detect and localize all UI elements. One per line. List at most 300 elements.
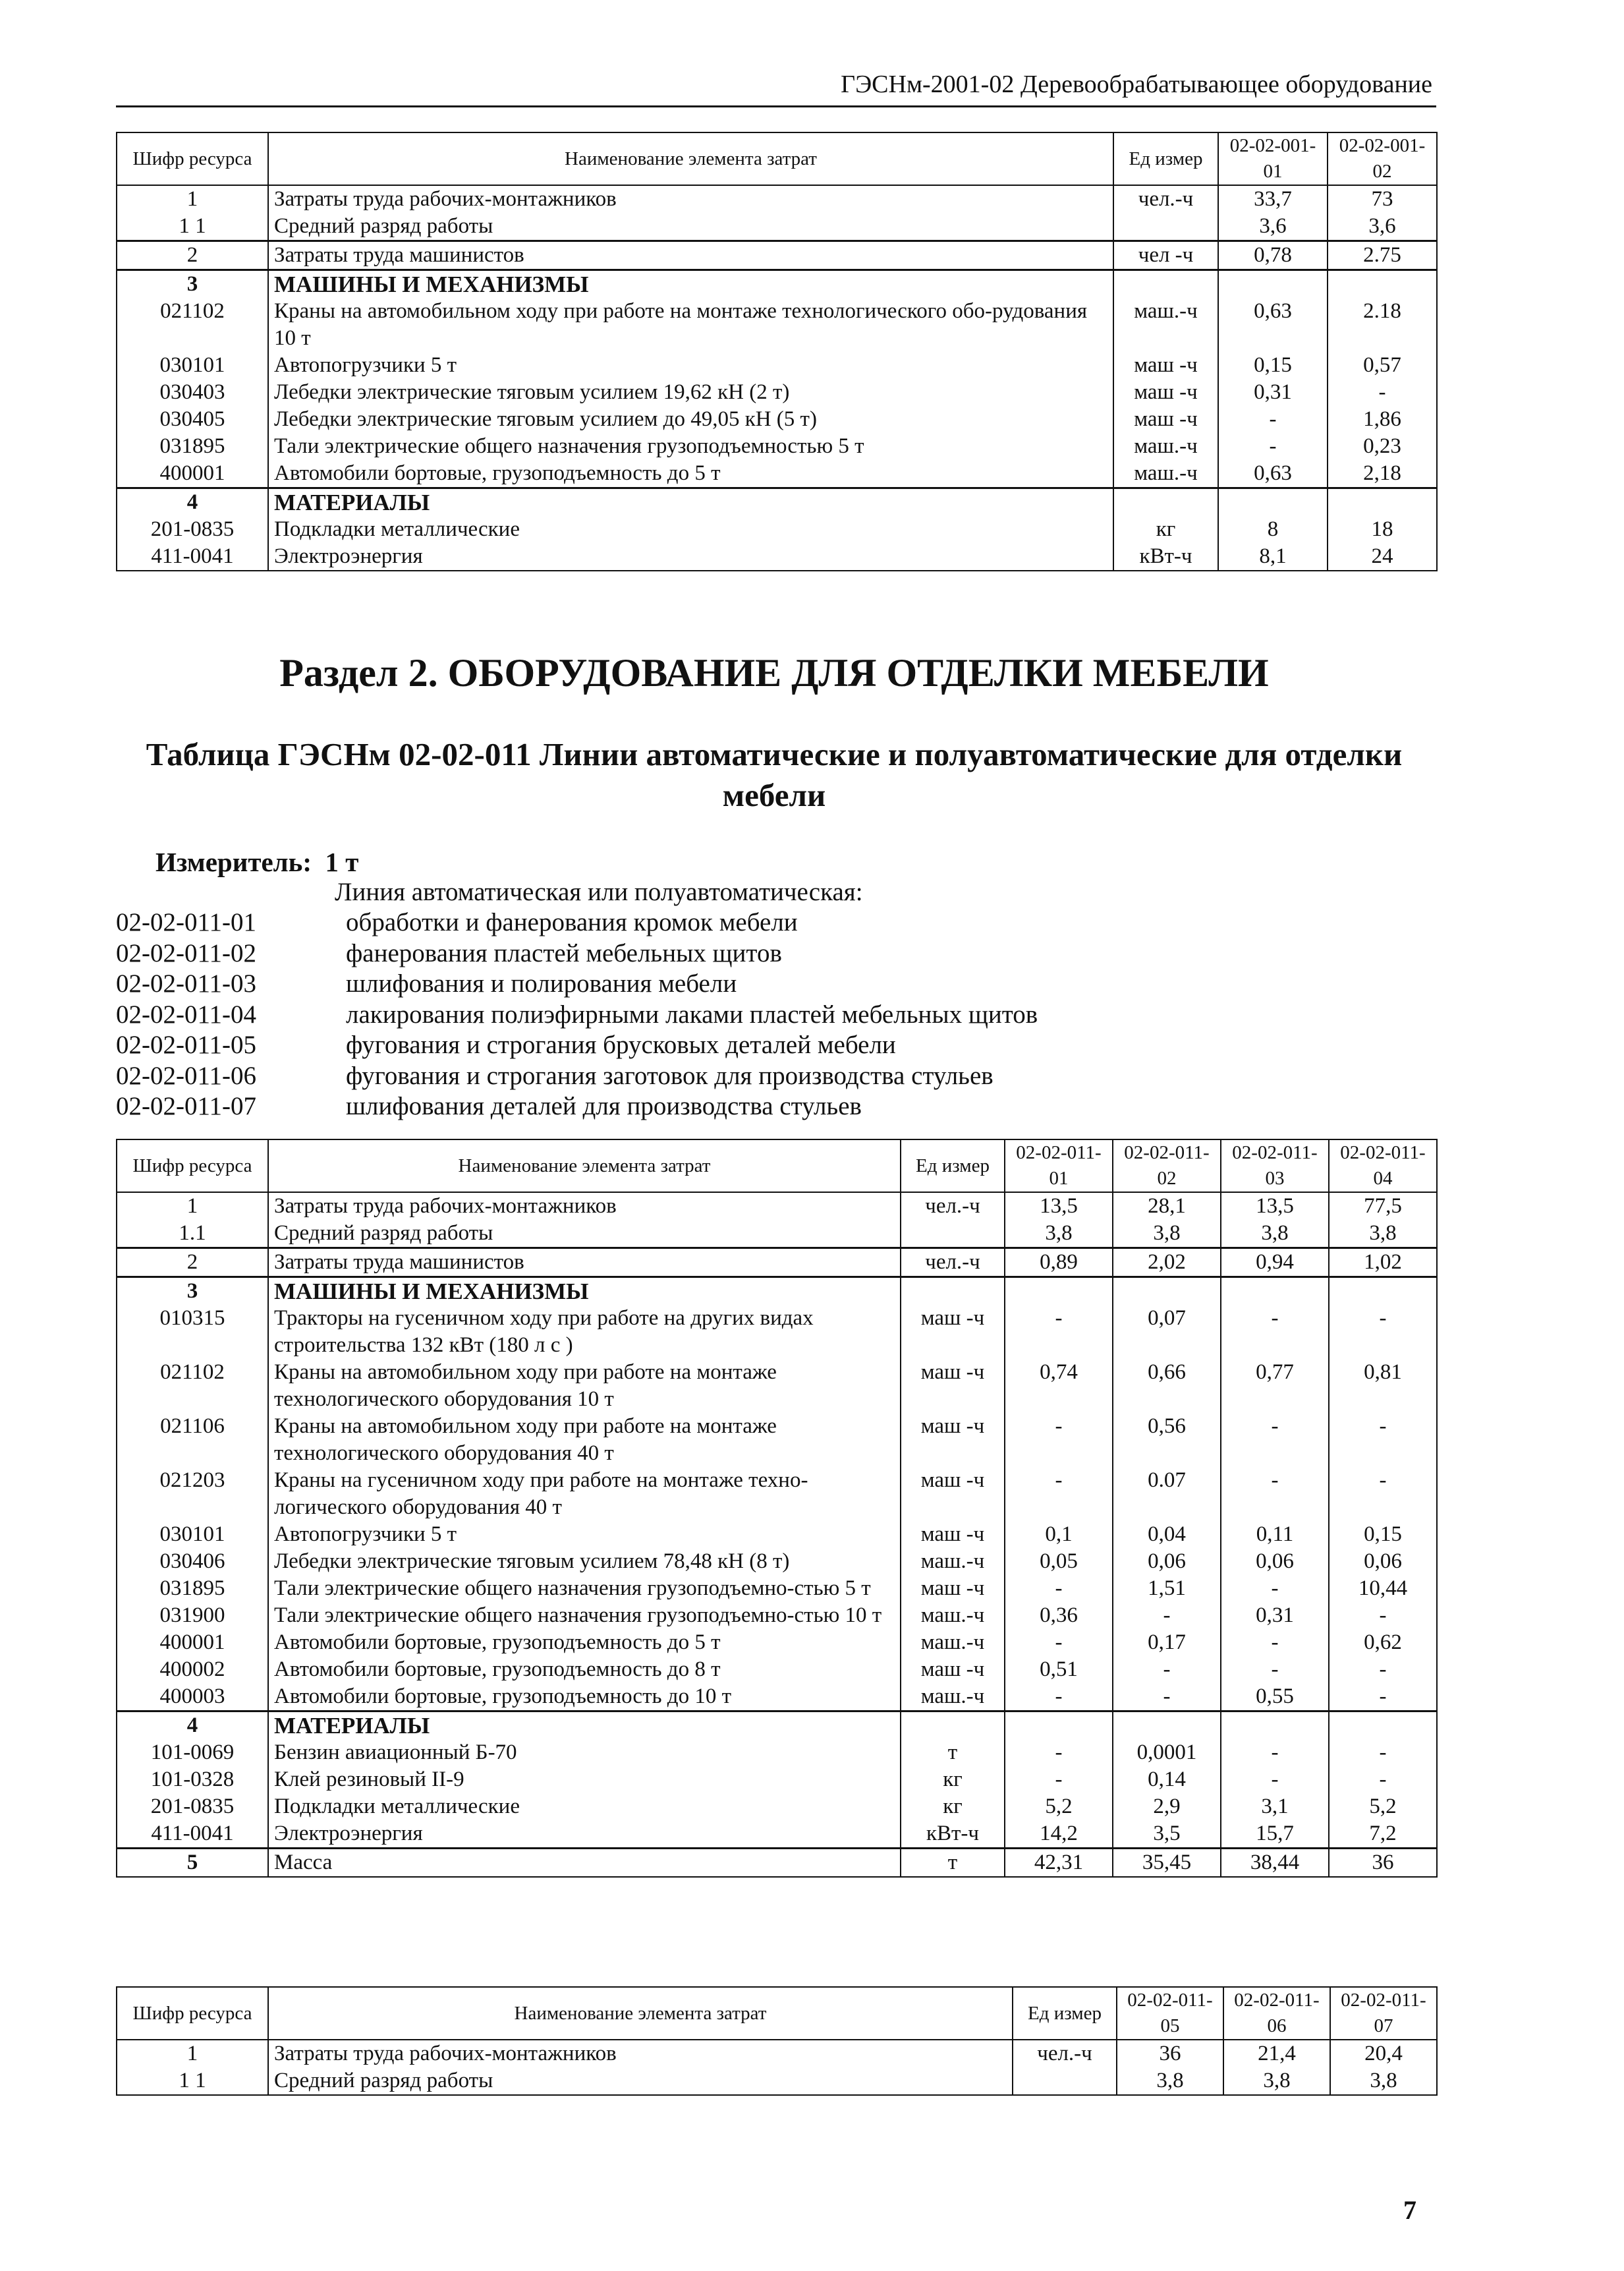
norm-value: 8 bbox=[1218, 516, 1328, 543]
resource-name: Автомобили бортовые, грузоподъемность до 5 т bbox=[268, 1629, 901, 1656]
norm-value bbox=[1221, 1277, 1329, 1306]
resource-name: Затраты труда рабочих-монтажников bbox=[268, 1192, 901, 1220]
list-item bbox=[116, 969, 1038, 1000]
norm-value: - bbox=[1005, 1575, 1113, 1602]
resource-code: 030403 bbox=[117, 379, 268, 406]
norm-value bbox=[1113, 1277, 1221, 1306]
norm-value: - bbox=[1329, 1766, 1437, 1793]
norm-value: 2,02 bbox=[1113, 1248, 1221, 1277]
resource-code: 400001 bbox=[117, 460, 268, 488]
col-header-name: Наименование элемента затрат bbox=[268, 1139, 901, 1192]
norm-value: 0,0001 bbox=[1113, 1739, 1221, 1766]
resource-table-02-02-011-part1 bbox=[116, 1139, 1438, 1878]
resource-name: Краны на автомобильном ходу при работе на монтаже технологического оборудования 10 т bbox=[268, 1359, 901, 1413]
variant-code: 02-02-011-03 bbox=[116, 969, 257, 998]
table-row bbox=[117, 213, 1437, 241]
resource-code: 400003 bbox=[117, 1683, 268, 1711]
norm-value: - bbox=[1113, 1683, 1221, 1711]
list-item bbox=[116, 907, 1038, 938]
norm-value: - bbox=[1221, 1656, 1329, 1683]
norm-value: 0,63 bbox=[1218, 298, 1328, 352]
norm-value bbox=[1328, 488, 1437, 517]
norm-value: 0.07 bbox=[1113, 1467, 1221, 1521]
section-row bbox=[117, 1711, 1437, 1740]
resource-name: Средний разряд работы bbox=[268, 1220, 901, 1248]
variant-text: лакирования полиэфирными лаками пластей мебельных щитов bbox=[346, 1000, 1038, 1029]
resource-code: 021102 bbox=[117, 1359, 268, 1413]
norm-value: 1,86 bbox=[1328, 406, 1437, 433]
resource-code: 1 1 bbox=[117, 2067, 268, 2095]
resource-name: Затраты труда рабочих-монтажников bbox=[268, 2040, 1013, 2067]
resource-unit: чел.-ч bbox=[1013, 2040, 1117, 2067]
resource-name: Лебедки электрические тяговым усилием до 49,05 кН (5 т) bbox=[268, 406, 1113, 433]
variant-code: 02-02-011-07 bbox=[116, 1092, 257, 1120]
table-row bbox=[117, 1629, 1437, 1656]
norm-value: 0,07 bbox=[1113, 1305, 1221, 1359]
resource-unit: кВт-ч bbox=[901, 1820, 1005, 1849]
page-number: 7 bbox=[1403, 2195, 1416, 2225]
resource-unit: маш -ч bbox=[901, 1359, 1005, 1413]
resource-code: 031900 bbox=[117, 1602, 268, 1629]
norm-value: - bbox=[1005, 1766, 1113, 1793]
variant-text: фугования и строгания брусковых деталей мебели bbox=[346, 1031, 896, 1059]
resource-name: Краны на автомобильном ходу при работе на монтаже технологического оборудования 40 т bbox=[268, 1413, 901, 1467]
section-name: МАШИНЫ И МЕХАНИЗМЫ bbox=[268, 270, 1113, 299]
norm-value: 3,6 bbox=[1328, 213, 1437, 241]
norm-value: 0,14 bbox=[1113, 1766, 1221, 1793]
col-header-unit: Ед измер bbox=[1013, 1987, 1117, 2040]
table-row bbox=[117, 1467, 1437, 1521]
resource-unit: маш.-ч bbox=[1113, 460, 1218, 488]
norm-value: - bbox=[1221, 1467, 1329, 1521]
norm-value: 0,15 bbox=[1329, 1521, 1437, 1548]
resource-name: Электроэнергия bbox=[268, 543, 1113, 571]
norm-value: - bbox=[1005, 1683, 1113, 1711]
resource-code: 030405 bbox=[117, 406, 268, 433]
norm-value bbox=[1329, 1277, 1437, 1306]
header-rule bbox=[116, 105, 1436, 107]
norm-value: - bbox=[1221, 1629, 1329, 1656]
resource-name: Автопогрузчики 5 т bbox=[268, 352, 1113, 379]
table-row bbox=[117, 185, 1437, 213]
norm-value: - bbox=[1329, 1739, 1437, 1766]
norm-value: 24 bbox=[1328, 543, 1437, 571]
table-row bbox=[117, 1220, 1437, 1248]
resource-unit: кг bbox=[901, 1793, 1005, 1820]
norm-value: 8,1 bbox=[1218, 543, 1328, 571]
norm-value: 2,9 bbox=[1113, 1793, 1221, 1820]
list-item bbox=[116, 1091, 1038, 1122]
list-item bbox=[116, 1000, 1038, 1031]
norm-value bbox=[1221, 1711, 1329, 1740]
col-header-code: Шифр ресурса bbox=[117, 132, 268, 185]
table-row bbox=[117, 2067, 1437, 2095]
norm-value: 21,4 bbox=[1223, 2040, 1330, 2067]
table-row bbox=[117, 1359, 1437, 1413]
resource-unit: маш.-ч bbox=[1113, 298, 1218, 352]
resource-unit bbox=[901, 1711, 1005, 1740]
norm-value: 33,7 bbox=[1218, 185, 1328, 213]
resource-unit bbox=[1113, 213, 1218, 241]
col-header-norm: 02-02-011-04 bbox=[1329, 1139, 1437, 1192]
norm-value: 0,57 bbox=[1328, 352, 1437, 379]
variant-text: фанерования пластей мебельных щитов bbox=[346, 938, 782, 967]
norm-value: 3,8 bbox=[1113, 1220, 1221, 1248]
resource-name: Затраты труда машинистов bbox=[268, 241, 1113, 270]
resource-name: Тали электрические общего назначения грузоподъемно-стью 5 т bbox=[268, 1575, 901, 1602]
norm-value: 0,56 bbox=[1113, 1413, 1221, 1467]
table-row bbox=[117, 298, 1437, 352]
col-header-code: Шифр ресурса bbox=[117, 1987, 268, 2040]
resource-unit: чел.-ч bbox=[901, 1248, 1005, 1277]
norm-value: 0,17 bbox=[1113, 1629, 1221, 1656]
section-code: 4 bbox=[117, 488, 268, 517]
table-row bbox=[117, 352, 1437, 379]
norm-value: - bbox=[1328, 379, 1437, 406]
resource-name: Подкладки металлические bbox=[268, 516, 1113, 543]
list-item bbox=[116, 1061, 1038, 1092]
resource-name: Лебедки электрические тяговым усилием 78,48 кН (8 т) bbox=[268, 1548, 901, 1575]
section-row bbox=[117, 1277, 1437, 1306]
norm-value: - bbox=[1005, 1629, 1113, 1656]
measure-unit bbox=[155, 846, 358, 878]
norm-value: 3,8 bbox=[1223, 2067, 1330, 2095]
resource-code: 101-0069 bbox=[117, 1739, 268, 1766]
norm-value: 0,74 bbox=[1005, 1359, 1113, 1413]
resource-code: 021203 bbox=[117, 1467, 268, 1521]
resource-name: Средний разряд работы bbox=[268, 213, 1113, 241]
resource-unit: маш -ч bbox=[1113, 352, 1218, 379]
variant-code: 02-02-011-06 bbox=[116, 1061, 257, 1090]
table-row bbox=[117, 1820, 1437, 1849]
norm-value: - bbox=[1113, 1602, 1221, 1629]
norm-value: 0,89 bbox=[1005, 1248, 1113, 1277]
section-row bbox=[117, 270, 1437, 299]
resource-unit: т bbox=[901, 1849, 1005, 1878]
section-name: МАТЕРИАЛЫ bbox=[268, 1711, 901, 1740]
resource-name: Краны на гусеничном ходу при работе на монтаже техно-логического оборудования 40 т bbox=[268, 1467, 901, 1521]
norm-value: - bbox=[1005, 1413, 1113, 1467]
resource-code: 411-0041 bbox=[117, 543, 268, 571]
table-row bbox=[117, 1248, 1437, 1277]
resource-name: Тали электрические общего назначения грузоподъемно-стью 10 т bbox=[268, 1602, 901, 1629]
table-row bbox=[117, 379, 1437, 406]
norm-value: 2.18 bbox=[1328, 298, 1437, 352]
table-row bbox=[117, 1548, 1437, 1575]
resource-name: Тали электрические общего назначения грузоподъемностью 5 т bbox=[268, 433, 1113, 460]
norm-value bbox=[1218, 488, 1328, 517]
resource-code: 2 bbox=[117, 1248, 268, 1277]
section-code: 3 bbox=[117, 270, 268, 299]
norm-value: - bbox=[1329, 1683, 1437, 1711]
norm-value: - bbox=[1005, 1467, 1113, 1521]
table-header-row bbox=[117, 1139, 1437, 1192]
resource-unit bbox=[1113, 270, 1218, 299]
section-name: МАТЕРИАЛЫ bbox=[268, 488, 1113, 517]
norm-value: 0,23 bbox=[1328, 433, 1437, 460]
norm-value: 5,2 bbox=[1005, 1793, 1113, 1820]
table-row bbox=[117, 1849, 1437, 1878]
norm-value: 20,4 bbox=[1330, 2040, 1437, 2067]
table-header-row bbox=[117, 1987, 1437, 2040]
table-row bbox=[117, 1739, 1437, 1766]
norm-value: 0,31 bbox=[1218, 379, 1328, 406]
table-row bbox=[117, 2040, 1437, 2067]
variant-text: обработки и фанерования кромок мебели bbox=[346, 908, 798, 936]
resource-unit: чел.-ч bbox=[901, 1192, 1005, 1220]
resource-table-02-02-011-part2 bbox=[116, 1986, 1438, 2096]
norm-value: 36 bbox=[1117, 2040, 1223, 2067]
resource-name: Масса bbox=[268, 1849, 901, 1878]
section-code: 4 bbox=[117, 1711, 268, 1740]
norm-value: 7,2 bbox=[1329, 1820, 1437, 1849]
table-row bbox=[117, 1305, 1437, 1359]
resource-code: 1.1 bbox=[117, 1220, 268, 1248]
resource-unit: маш -ч bbox=[901, 1521, 1005, 1548]
resource-unit: чел -ч bbox=[1113, 241, 1218, 270]
norm-value: 0,05 bbox=[1005, 1548, 1113, 1575]
norm-value: 35,45 bbox=[1113, 1849, 1221, 1878]
col-header-name: Наименование элемента затрат bbox=[268, 1987, 1013, 2040]
table-row bbox=[117, 516, 1437, 543]
norm-value: 36 bbox=[1329, 1849, 1437, 1878]
norm-value: - bbox=[1329, 1602, 1437, 1629]
col-header-name: Наименование элемента затрат bbox=[268, 132, 1113, 185]
norm-value: 0,55 bbox=[1221, 1683, 1329, 1711]
norm-value: 0,77 bbox=[1221, 1359, 1329, 1413]
col-header-norm: 02-02-011-02 bbox=[1113, 1139, 1221, 1192]
norm-value: 0,11 bbox=[1221, 1521, 1329, 1548]
norm-value: - bbox=[1329, 1467, 1437, 1521]
norm-value: 3,8 bbox=[1221, 1220, 1329, 1248]
norm-value: 3,8 bbox=[1117, 2067, 1223, 2095]
variant-code: 02-02-011-02 bbox=[116, 938, 257, 967]
norm-value: - bbox=[1221, 1575, 1329, 1602]
norm-value: 42,31 bbox=[1005, 1849, 1113, 1878]
resource-code: 1 bbox=[117, 185, 268, 213]
resource-name: Средний разряд работы bbox=[268, 2067, 1013, 2095]
resource-code: 021102 bbox=[117, 298, 268, 352]
variant-code: 02-02-011-01 bbox=[116, 908, 257, 936]
resource-code: 021106 bbox=[117, 1413, 268, 1467]
norm-value: 3,8 bbox=[1329, 1220, 1437, 1248]
norm-value: - bbox=[1329, 1413, 1437, 1467]
variant-code: 02-02-011-05 bbox=[116, 1031, 257, 1059]
norm-value: 13,5 bbox=[1221, 1192, 1329, 1220]
norm-value: 3,6 bbox=[1218, 213, 1328, 241]
norm-value: 77,5 bbox=[1329, 1192, 1437, 1220]
resource-code: 030101 bbox=[117, 352, 268, 379]
resource-code: 101-0328 bbox=[117, 1766, 268, 1793]
resource-name: Клей резиновый II-9 bbox=[268, 1766, 901, 1793]
norm-value: 0,31 bbox=[1221, 1602, 1329, 1629]
resource-unit: кг bbox=[1113, 516, 1218, 543]
norm-value: 18 bbox=[1328, 516, 1437, 543]
resource-unit: маш -ч bbox=[1113, 379, 1218, 406]
norm-value: 3,5 bbox=[1113, 1820, 1221, 1849]
resource-unit bbox=[1013, 2067, 1117, 2095]
resource-name: Подкладки металлические bbox=[268, 1793, 901, 1820]
norm-value: - bbox=[1005, 1739, 1113, 1766]
resource-name: Автомобили бортовые, грузоподъемность до 10 т bbox=[268, 1683, 901, 1711]
resource-unit: маш -ч bbox=[901, 1305, 1005, 1359]
norm-value: - bbox=[1221, 1413, 1329, 1467]
norm-value: 0,36 bbox=[1005, 1602, 1113, 1629]
norm-value: - bbox=[1221, 1766, 1329, 1793]
resource-unit: маш -ч bbox=[901, 1413, 1005, 1467]
col-header-unit: Ед измер bbox=[1113, 132, 1218, 185]
norm-value: 1,51 bbox=[1113, 1575, 1221, 1602]
norm-value: 3,8 bbox=[1330, 2067, 1437, 2095]
norm-value: 2.75 bbox=[1328, 241, 1437, 270]
variant-text: шлифования и полирования мебели bbox=[346, 969, 737, 998]
norm-value: 0,06 bbox=[1221, 1548, 1329, 1575]
resource-code: 031895 bbox=[117, 1575, 268, 1602]
resource-unit: маш.-ч bbox=[1113, 433, 1218, 460]
running-header: ГЭСНм-2001-02 Деревообрабатывающее оборудование bbox=[841, 71, 1432, 98]
table-row bbox=[117, 1683, 1437, 1711]
table-row bbox=[117, 1575, 1437, 1602]
line-intro: Линия автоматическая или полуавтоматическая: bbox=[335, 878, 863, 906]
resource-code: 010315 bbox=[117, 1305, 268, 1359]
list-item bbox=[116, 1030, 1038, 1061]
table-row bbox=[117, 1192, 1437, 1220]
norm-value: 73 bbox=[1328, 185, 1437, 213]
resource-unit bbox=[901, 1220, 1005, 1248]
norm-value: 0,06 bbox=[1329, 1548, 1437, 1575]
norm-value: 28,1 bbox=[1113, 1192, 1221, 1220]
list-item bbox=[116, 938, 1038, 969]
table-row bbox=[117, 543, 1437, 571]
variant-text: шлифования деталей для производства стульев bbox=[346, 1092, 862, 1120]
table-row bbox=[117, 406, 1437, 433]
resource-code: 031895 bbox=[117, 433, 268, 460]
norm-value: 0,51 bbox=[1005, 1656, 1113, 1683]
resource-code: 411-0041 bbox=[117, 1820, 268, 1849]
resource-code: 1 bbox=[117, 1192, 268, 1220]
norm-value: - bbox=[1221, 1305, 1329, 1359]
norm-value: 0,63 bbox=[1218, 460, 1328, 488]
norm-value: 13,5 bbox=[1005, 1192, 1113, 1220]
norm-value: 0,06 bbox=[1113, 1548, 1221, 1575]
section-code: 3 bbox=[117, 1277, 268, 1306]
resource-code: 201-0835 bbox=[117, 516, 268, 543]
resource-unit: маш.-ч bbox=[901, 1548, 1005, 1575]
norm-value: 0,66 bbox=[1113, 1359, 1221, 1413]
resource-code: 030406 bbox=[117, 1548, 268, 1575]
norm-value: - bbox=[1113, 1656, 1221, 1683]
col-header-norm: 02-02-011-05 bbox=[1117, 1987, 1223, 2040]
norm-value: - bbox=[1329, 1305, 1437, 1359]
variant-code: 02-02-011-04 bbox=[116, 1000, 257, 1029]
table-row bbox=[117, 1602, 1437, 1629]
col-header-code: Шифр ресурса bbox=[117, 1139, 268, 1192]
norm-value: - bbox=[1218, 433, 1328, 460]
resource-unit bbox=[901, 1277, 1005, 1306]
col-header-norm: 02-02-011-06 bbox=[1223, 1987, 1330, 2040]
norm-value: - bbox=[1218, 406, 1328, 433]
resource-unit: маш -ч bbox=[901, 1467, 1005, 1521]
norm-value: 15,7 bbox=[1221, 1820, 1329, 1849]
table-row bbox=[117, 1766, 1437, 1793]
resource-code: 400001 bbox=[117, 1629, 268, 1656]
table-header-row bbox=[117, 132, 1437, 185]
norm-value: 0,15 bbox=[1218, 352, 1328, 379]
col-header-norm: 02-02-001-01 bbox=[1218, 132, 1328, 185]
resource-name: Затраты труда рабочих-монтажников bbox=[268, 185, 1113, 213]
table-title bbox=[116, 734, 1432, 816]
measure-label: Измеритель: bbox=[155, 847, 312, 877]
variant-list bbox=[116, 907, 1038, 1122]
resource-name: Электроэнергия bbox=[268, 1820, 901, 1849]
resource-unit: маш -ч bbox=[1113, 406, 1218, 433]
norm-value: - bbox=[1221, 1739, 1329, 1766]
resource-unit bbox=[1113, 488, 1218, 517]
norm-value: 0,04 bbox=[1113, 1521, 1221, 1548]
norm-value: 0,81 bbox=[1329, 1359, 1437, 1413]
norm-value bbox=[1005, 1277, 1113, 1306]
measure-value: 1 т bbox=[325, 847, 359, 877]
resource-unit: кг bbox=[901, 1766, 1005, 1793]
resource-unit: маш -ч bbox=[901, 1575, 1005, 1602]
norm-value: 1,02 bbox=[1329, 1248, 1437, 1277]
table-row bbox=[117, 433, 1437, 460]
resource-unit: маш.-ч bbox=[901, 1602, 1005, 1629]
norm-value: - bbox=[1329, 1656, 1437, 1683]
resource-table-02-02-001 bbox=[116, 132, 1438, 571]
resource-code: 1 bbox=[117, 2040, 268, 2067]
resource-unit: маш -ч bbox=[901, 1656, 1005, 1683]
variant-text: фугования и строгания заготовок для производства стульев bbox=[346, 1061, 994, 1090]
norm-value: - bbox=[1005, 1305, 1113, 1359]
norm-value: 3,1 bbox=[1221, 1793, 1329, 1820]
table-row bbox=[117, 241, 1437, 270]
norm-value bbox=[1113, 1711, 1221, 1740]
col-header-norm: 02-02-011-01 bbox=[1005, 1139, 1113, 1192]
resource-name: Автомобили бортовые, грузоподъемность до 8 т bbox=[268, 1656, 901, 1683]
norm-value bbox=[1328, 270, 1437, 299]
resource-code: 400002 bbox=[117, 1656, 268, 1683]
norm-value: 10,44 bbox=[1329, 1575, 1437, 1602]
norm-value bbox=[1005, 1711, 1113, 1740]
table-title-line: Таблица ГЭСНм 02-02-011 Линии автоматические и полуавтоматические для отделки bbox=[146, 736, 1403, 772]
resource-code: 030101 bbox=[117, 1521, 268, 1548]
table-row bbox=[117, 1521, 1437, 1548]
resource-code: 1 1 bbox=[117, 213, 268, 241]
col-header-unit: Ед измер bbox=[901, 1139, 1005, 1192]
resource-name: Тракторы на гусеничном ходу при работе на других видах строительства 132 кВт (180 л с ) bbox=[268, 1305, 901, 1359]
resource-name: Автопогрузчики 5 т bbox=[268, 1521, 901, 1548]
resource-code: 201-0835 bbox=[117, 1793, 268, 1820]
resource-unit: кВт-ч bbox=[1113, 543, 1218, 571]
section-title: Раздел 2. ОБОРУДОВАНИЕ ДЛЯ ОТДЕЛКИ МЕБЕЛИ bbox=[279, 651, 1269, 695]
table-row bbox=[117, 460, 1437, 488]
norm-value: 0,62 bbox=[1329, 1629, 1437, 1656]
norm-value: 5,2 bbox=[1329, 1793, 1437, 1820]
table-row bbox=[117, 1413, 1437, 1467]
norm-value bbox=[1218, 270, 1328, 299]
resource-name: Автомобили бортовые, грузоподъемность до 5 т bbox=[268, 460, 1113, 488]
col-header-norm: 02-02-001-02 bbox=[1328, 132, 1437, 185]
table-row bbox=[117, 1656, 1437, 1683]
resource-unit: маш.-ч bbox=[901, 1683, 1005, 1711]
resource-name: Краны на автомобильном ходу при работе на монтаже технологического обо-рудования 10 т bbox=[268, 298, 1113, 352]
resource-code: 5 bbox=[117, 1849, 268, 1878]
col-header-norm: 02-02-011-03 bbox=[1221, 1139, 1329, 1192]
resource-name: Затраты труда машинистов bbox=[268, 1248, 901, 1277]
col-header-norm: 02-02-011-07 bbox=[1330, 1987, 1437, 2040]
norm-value: 2,18 bbox=[1328, 460, 1437, 488]
